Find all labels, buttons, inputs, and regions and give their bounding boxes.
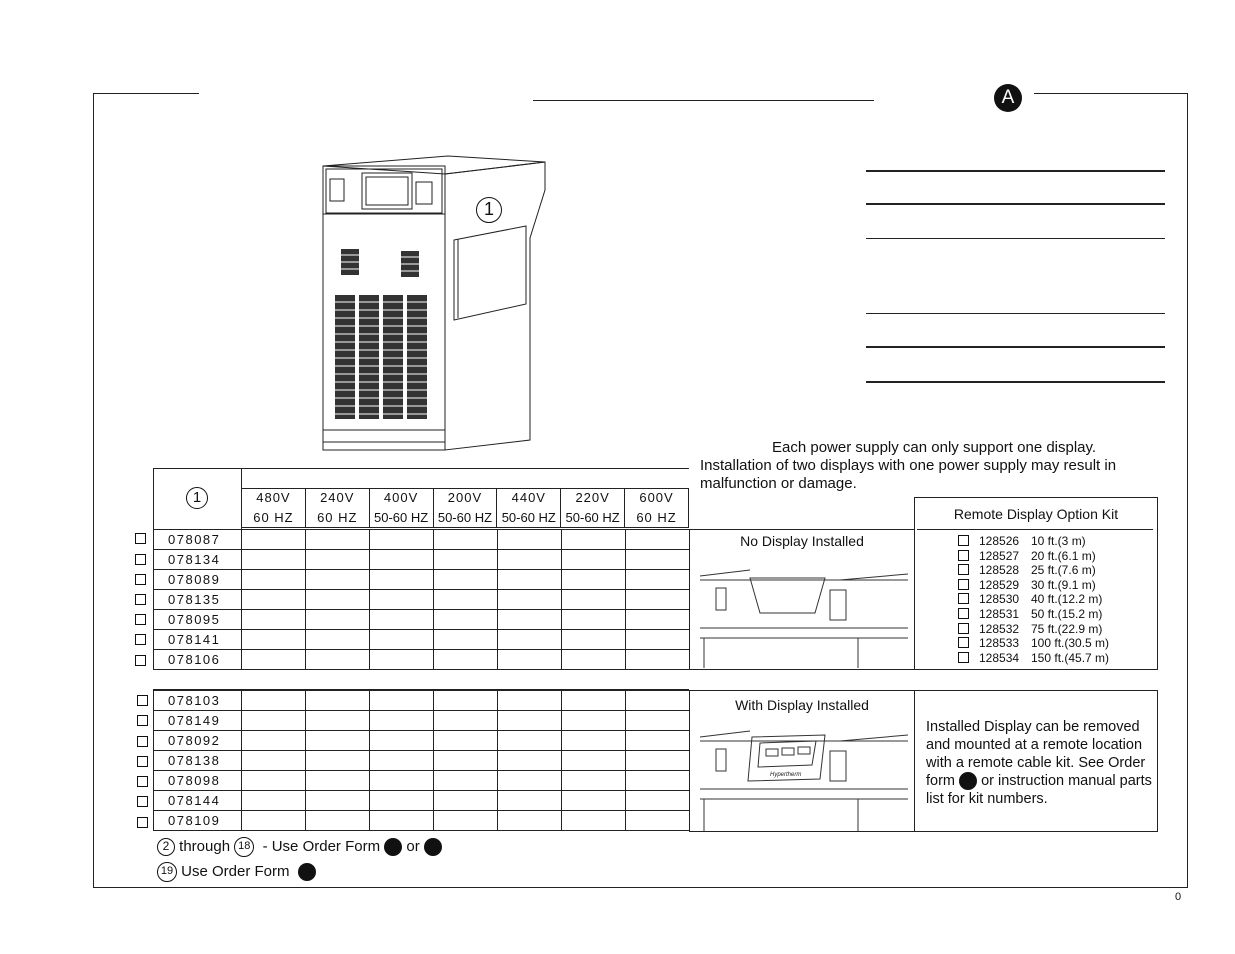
table-row: 078095 — [154, 610, 690, 630]
checkbox-078095[interactable] — [135, 614, 146, 625]
no-display-illustration — [690, 558, 914, 668]
checkbox-128527[interactable] — [958, 550, 969, 561]
checkbox-078149[interactable] — [137, 715, 148, 726]
section-badge: A — [994, 84, 1022, 112]
table-row: 078087 — [154, 530, 690, 550]
frame-top-right — [1034, 93, 1188, 94]
display-brand-text: Hypertherm — [770, 772, 802, 778]
no-display-label: No Display Installed — [740, 533, 864, 549]
list-item: 128529 30 ft.(9.1 m) — [960, 578, 1109, 593]
order-form-bullet-icon — [959, 772, 977, 790]
order-form-reference-1: 2 through 18 - Use Order Form or — [157, 837, 442, 857]
with-display-label: With Display Installed — [735, 697, 869, 713]
table-row: 078106 — [154, 650, 690, 670]
checkbox-128532[interactable] — [958, 623, 969, 634]
checkbox-128534[interactable] — [958, 652, 969, 663]
table-row: 078098 — [154, 771, 690, 791]
checkbox-128530[interactable] — [958, 593, 969, 604]
no-display-panel — [689, 529, 915, 670]
installed-display-note: Installed Display can be removed and mounted at a remote location with a remote cable kit. See Order form or instruction manual parts list for kit numbers. — [926, 719, 1152, 808]
checkbox-078092[interactable] — [137, 736, 148, 747]
voltage-220v: 220V 50-60 HZ — [561, 488, 625, 528]
checkbox-078089[interactable] — [135, 574, 146, 585]
table-row: 078109 — [154, 811, 690, 831]
field-line-6 — [866, 381, 1165, 383]
table-row: 078144 — [154, 791, 690, 811]
display-warning-note: Each power supply can only support one display. Installation of two displays with one power supply may result in malfunction or damage. — [700, 439, 1117, 492]
checkbox-128529[interactable] — [958, 579, 969, 590]
part-table-group-1 — [153, 529, 690, 670]
order-form-bullet-icon — [298, 863, 316, 881]
list-item: 128531 50 ft.(15.2 m) — [960, 607, 1109, 622]
voltage-240v: 240V 60 HZ — [305, 488, 369, 528]
voltage-480v: 480V 60 HZ — [242, 488, 306, 528]
table-row: 078135 — [154, 590, 690, 610]
with-display-panel — [689, 690, 915, 832]
item-1-callout: 1 — [476, 197, 502, 223]
frame-top-left — [93, 93, 199, 94]
power-supply-illustration — [318, 152, 550, 454]
field-line-2 — [866, 203, 1165, 205]
checkbox-078087[interactable] — [135, 533, 146, 544]
header-top-rule — [153, 468, 689, 469]
table-row: 078089 — [154, 570, 690, 590]
checkbox-128528[interactable] — [958, 564, 969, 575]
checkbox-078098[interactable] — [137, 776, 148, 787]
table-row: 078103 — [154, 691, 690, 711]
remote-kit-title: Remote Display Option Kit — [953, 506, 1119, 522]
field-line-5 — [866, 346, 1165, 348]
checkbox-078141[interactable] — [135, 634, 146, 645]
checkbox-078134[interactable] — [135, 554, 146, 565]
with-display-illustration — [690, 719, 914, 831]
list-item: 128530 40 ft.(12.2 m) — [960, 592, 1109, 607]
field-line-3 — [866, 238, 1165, 239]
remote-kit-panel — [914, 497, 1158, 670]
field-line-1 — [866, 170, 1165, 172]
checkbox-078106[interactable] — [135, 655, 146, 666]
voltage-440v: 440V 50-60 HZ — [497, 488, 561, 528]
frame-left — [93, 93, 94, 888]
installed-display-note-panel — [914, 690, 1158, 832]
frame-right — [1187, 93, 1188, 888]
checkbox-078138[interactable] — [137, 756, 148, 767]
list-item: 128532 75 ft.(22.9 m) — [960, 622, 1109, 637]
checkbox-078109[interactable] — [137, 817, 148, 828]
voltage-400v: 400V 50-60 HZ — [369, 488, 433, 528]
frame-bottom — [93, 887, 1188, 888]
page-number: 0 — [1175, 891, 1182, 903]
voltage-600v: 600V 60 HZ — [625, 488, 689, 528]
checkbox-078144[interactable] — [137, 796, 148, 807]
list-item: 128526 10 ft.(3 m) — [960, 534, 1109, 549]
voltage-200v: 200V 50-60 HZ — [433, 488, 497, 528]
table-row: 078134 — [154, 550, 690, 570]
table-row: 078092 — [154, 731, 690, 751]
order-form-reference-2: 19 Use Order Form — [157, 862, 316, 882]
remote-kit-list — [960, 534, 1109, 665]
checkbox-078135[interactable] — [135, 594, 146, 605]
order-form-bullet-icon — [384, 838, 402, 856]
field-line-4 — [866, 313, 1165, 314]
checkbox-128533[interactable] — [958, 637, 969, 648]
list-item: 128527 20 ft.(6.1 m) — [960, 549, 1109, 564]
table-row: 078138 — [154, 751, 690, 771]
item-1-header-callout: 1 — [186, 487, 208, 509]
list-item: 128528 25 ft.(7.6 m) — [960, 563, 1109, 578]
title-rule — [533, 100, 874, 101]
checkbox-078103[interactable] — [137, 695, 148, 706]
table-row: 078141 — [154, 630, 690, 650]
list-item: 128534 150 ft.(45.7 m) — [960, 651, 1109, 666]
list-item: 128533 100 ft.(30.5 m) — [960, 636, 1109, 651]
order-form-bullet-icon — [424, 838, 442, 856]
voltage-header-table — [241, 488, 689, 528]
checkbox-128531[interactable] — [958, 608, 969, 619]
table-row: 078149 — [154, 711, 690, 731]
checkbox-128526[interactable] — [958, 535, 969, 546]
part-table-group-2 — [153, 690, 690, 831]
